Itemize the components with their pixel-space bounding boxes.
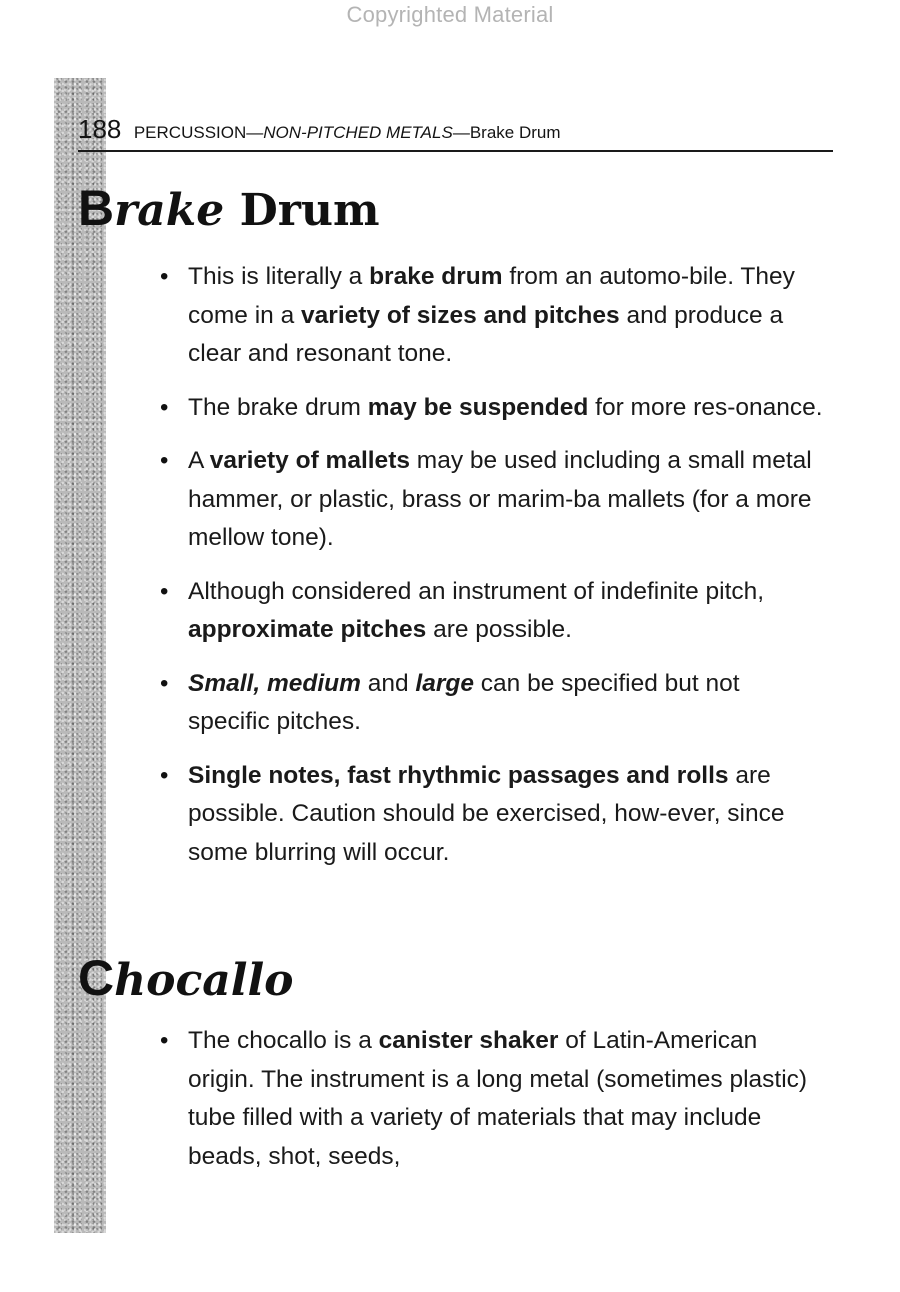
- bullet-emphasis: variety of sizes and pitches: [301, 301, 620, 329]
- bullet-text: and produce a clear and resonant tone.: [188, 301, 784, 367]
- list-item: [160, 258, 825, 374]
- list-item: [160, 757, 825, 873]
- bullet-text: The chocallo is a: [188, 1027, 379, 1054]
- list-item: [160, 573, 825, 650]
- bullet-text: of Latin-American origin. The instrument is a long metal (sometimes plastic) tube filled with a variety of materials that may include beads, shot, seeds,: [188, 1027, 808, 1170]
- bullet-text: A: [188, 447, 210, 474]
- bullet-emphasis: may be suspended: [367, 393, 589, 421]
- bullet-emphasis: Single notes, fast rhythmic passages and rolls: [188, 761, 729, 789]
- bullet-emphasis: approximate pitches: [188, 616, 427, 643]
- list-item: [160, 389, 825, 428]
- heading-initial: C: [78, 950, 115, 1006]
- bullet-text: are possible.: [426, 616, 572, 643]
- heading-chocallo: [78, 950, 294, 1009]
- bullet-text: can be specified but not specific pitches.: [188, 669, 740, 735]
- bullet-emphasis: large: [415, 669, 474, 697]
- running-header: [78, 112, 833, 152]
- list-item: [160, 665, 825, 742]
- bullet-emphasis: Small, medium: [188, 669, 361, 697]
- heading-word: hocallo: [114, 955, 294, 1006]
- header-dash: —: [246, 123, 264, 142]
- heading-brake-drum: [78, 180, 380, 239]
- header-dash: —: [452, 123, 470, 142]
- list-item: [160, 1022, 825, 1176]
- copyright-watermark: Copyrighted Material: [346, 2, 554, 27]
- page-edge-thumb-tab: [54, 78, 106, 1233]
- page-number: 188: [78, 114, 122, 144]
- header-subsection: NON-PITCHED METALS: [263, 123, 453, 142]
- bullet-text: and: [360, 669, 416, 697]
- bullet-text: Although considered an instrument of indefinite pitch,: [188, 577, 765, 605]
- heading-word: rake: [114, 185, 225, 236]
- chocallo-bullet-list: [160, 1022, 825, 1191]
- bullet-text: may be used including a small metal hammer, or plastic, brass or marim-ba mallets (for a more mellow tone).: [188, 447, 812, 551]
- bullet-text: This is literally a: [188, 263, 370, 290]
- bullet-emphasis: canister shaker: [378, 1027, 559, 1054]
- heading-initial: B: [78, 180, 115, 236]
- bullet-emphasis: brake drum: [369, 263, 503, 290]
- list-item: [160, 442, 825, 558]
- header-breadcrumb: [134, 116, 561, 150]
- header-section: PERCUSSION: [133, 123, 247, 142]
- brake-drum-bullet-list: [160, 258, 825, 887]
- heading-word: Drum: [239, 185, 380, 236]
- bullet-text: The brake drum: [188, 393, 368, 421]
- bullet-text: for more res-onance.: [588, 393, 823, 421]
- bullet-text: are possible. Caution should be exercised, how-ever, since some blurring will occur.: [188, 761, 785, 866]
- header-topic: Brake Drum: [469, 123, 561, 142]
- bullet-emphasis: variety of mallets: [209, 447, 410, 474]
- bullet-text: from an automo-bile. They come in a: [188, 263, 795, 329]
